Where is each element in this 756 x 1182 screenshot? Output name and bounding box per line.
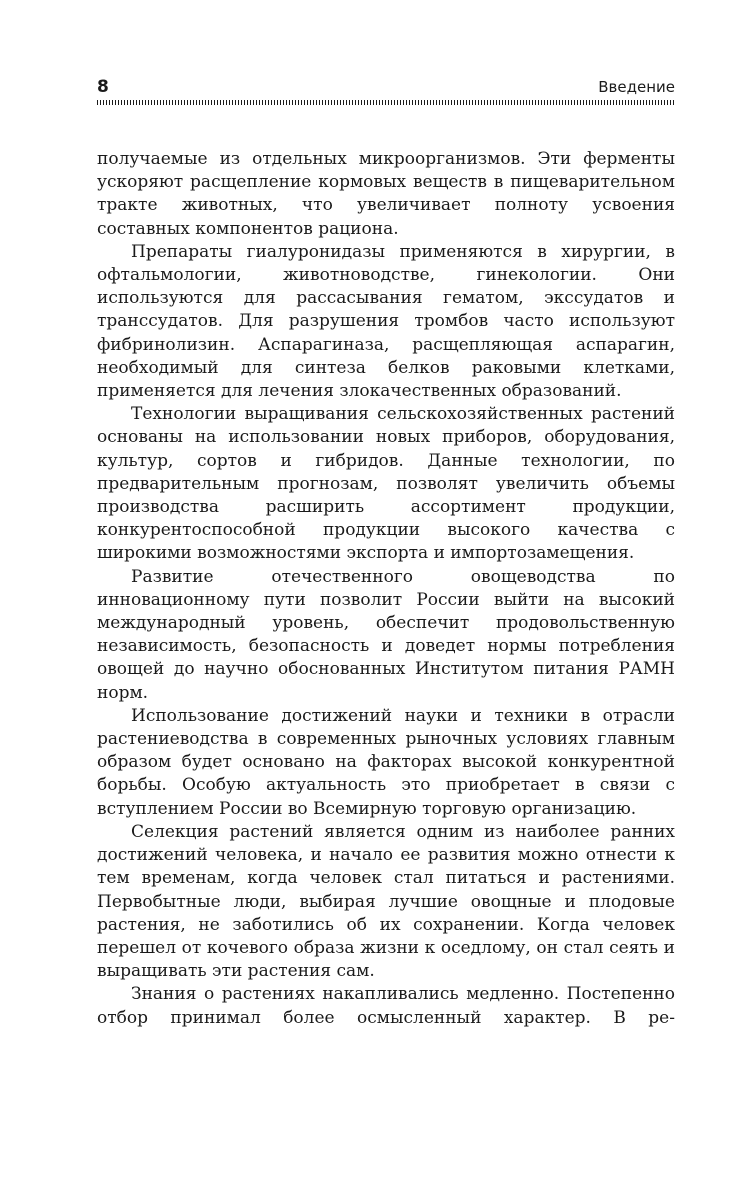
paragraph: Развитие отечественного овощеводства по инновационному пути позволит России выйти на высокий международный уровень, обеспечит продовольственную независимость, безопасность и доведет нормы потребления овощей до научно обоснованных Институтом питания РАМН норм. xyxy=(97,566,675,703)
paragraph: Селекция растений является одним из наиболее ранних достижений человека, и начало ее развития можно отнести к тем временам, когда человек стал питаться и растениями. Первобытные люди, выбирая лучшие овощные и плодовые растения, не заботились об их сохранении. Когда человек перешел от кочевого образа жизни к оседлому, он стал сеять и выращивать эти растения сам. xyxy=(97,821,675,982)
paragraph: Технологии выращивания сельскохозяйственных растений основаны на использовании новых приборов, оборудования, культур, сортов и гибридов. Данные технологии, по предварительным прогнозам, позволят увеличить объемы производства расширить ассортимент продукции, конкурентоспособной продукции высокого качества с широкими возможностями экспорта и импортозамещения. xyxy=(97,404,675,564)
running-head: Введение xyxy=(598,78,675,96)
paragraph: получаемые из отдельных микроорганизмов. Эти ферменты ускоряют расщепление кормовых веществ в пищеварительном тракте животных, что увеличивает полноту усвоения составных компонентов рациона. xyxy=(97,149,675,239)
header-rule xyxy=(97,100,675,105)
body-text xyxy=(97,148,675,1030)
paragraph: Использование достижений науки и техники в отрасли растениеводства в современных рыночных условиях главным образом будет основано на факторах высокой конкурентной борьбы. Особую актуальность это приобретает в связи с вступлением России во Всемирную торговую организацию. xyxy=(97,705,675,819)
paragraph: Препараты гиалуронидазы применяются в хирургии, в офтальмологии, животноводстве, гинекологии. Они используются для рассасывания гематом, экссудатов и транссудатов. Для разрушения тромбов часто используют фибринолизин. Аспарагиназа, расщепляющая аспарагин, необходимый для синтеза белков раковыми клетками, применяется для лечения злокачественных образований. xyxy=(97,241,675,402)
page-header xyxy=(97,76,675,98)
paragraph: Знания о растениях накапливались медленно. Постепенно отбор принимал более осмысленный характер. В ре- xyxy=(97,984,675,1028)
book-page xyxy=(97,76,675,1030)
page-number: 8 xyxy=(97,77,109,97)
